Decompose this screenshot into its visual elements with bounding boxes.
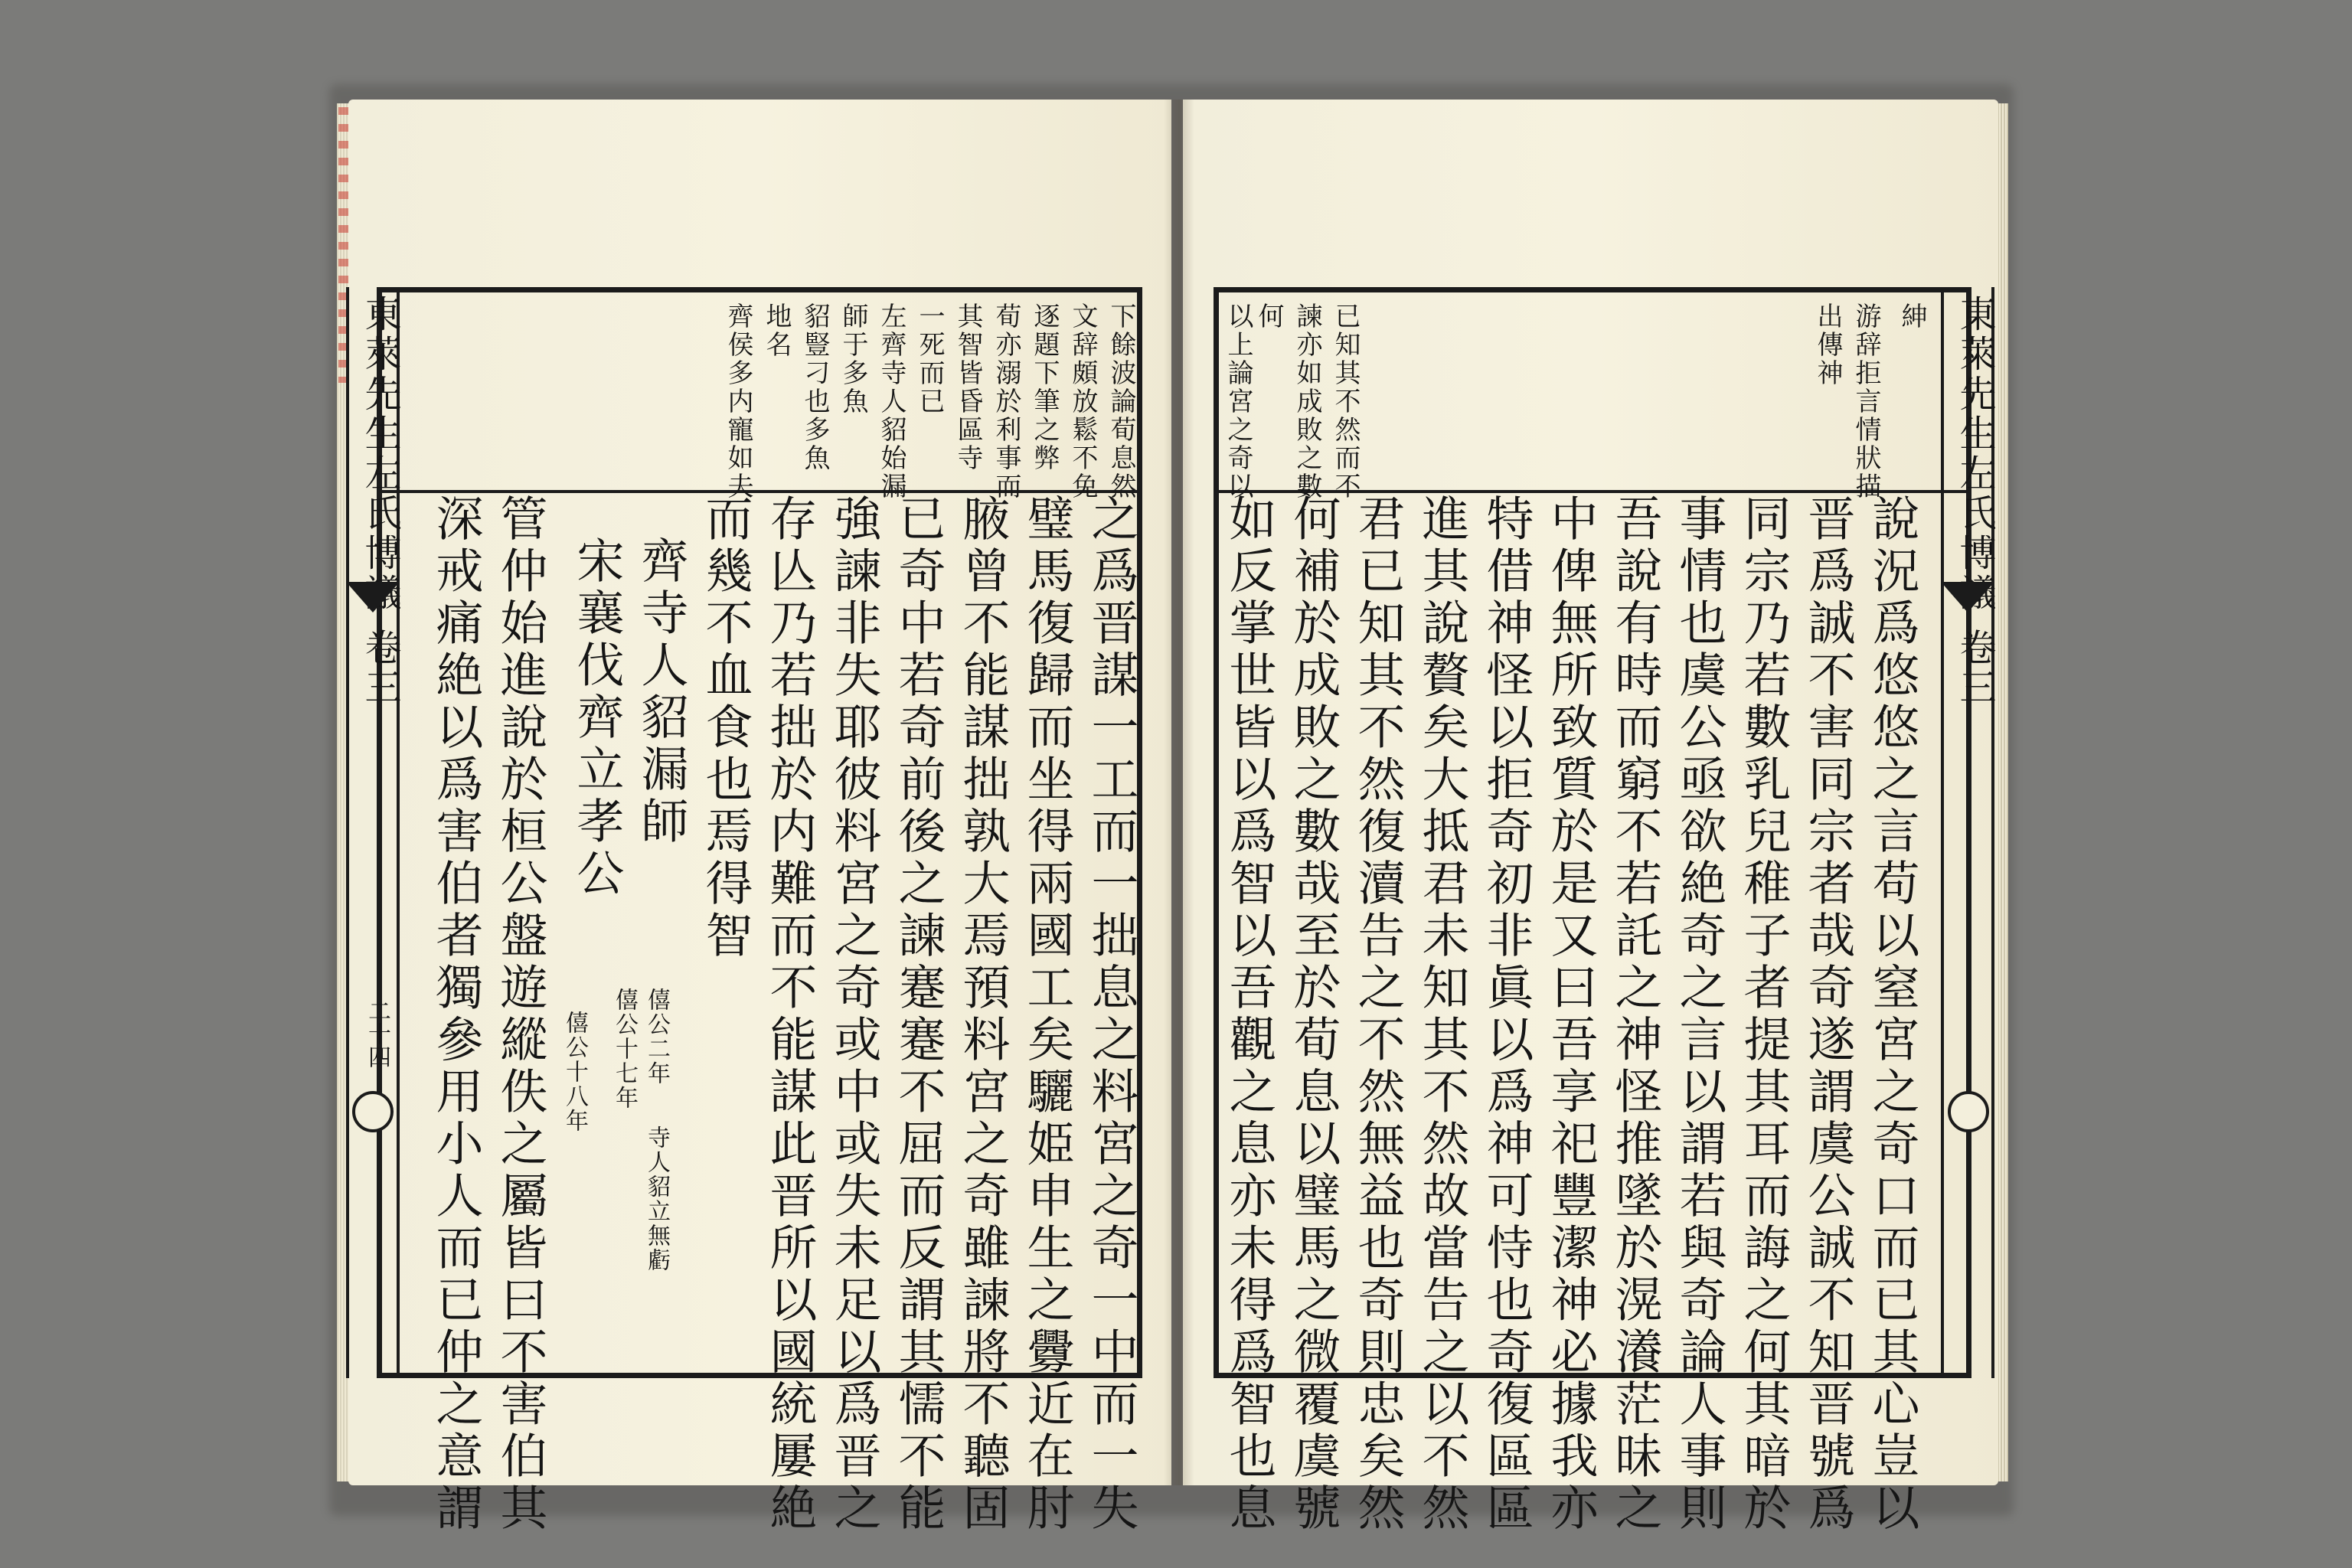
note-line: 荀亦溺於利事而 [991,302,1021,501]
note-line: 齊侯多内寵如夫 [723,302,753,501]
text-column: 何補於成敗之數哉至於荀息以璧馬之微覆虞號 [1285,494,1341,1535]
note-line: 何 [1253,302,1284,331]
text-column: 同宗乃若數乳兒稚子者提其耳而誨之何其暗於 [1736,494,1792,1535]
note-line: 出傳神 [1812,302,1843,387]
note-line: 貂豎刁也多魚 [799,302,830,472]
left-page-number: 二十四 [364,999,390,1068]
text-column: 進其說贅矣大抵君未知其不然故當告之以不然 [1414,494,1470,1535]
right-spine-title: 東萊先生左氏博議 卷三 [1953,295,1996,708]
note-line: 師于多魚 [838,302,868,416]
text-column: 存亾乃若拙於内難而不能謀此晋所以國統屢絶 [762,494,818,1535]
section-heading: 齊寺人貂漏師 [633,536,689,848]
text-column: 說況爲悠悠之言苟以窒宮之奇口而已其心豈以 [1864,494,1920,1535]
annotation: 僖公二年 [643,988,670,1086]
text-column: 之爲晋謀一工而一拙息之料宮之奇一中而一失 [1083,494,1139,1535]
right-ring-mark [1948,1091,1989,1132]
note-line: 下餘波論荀息然 [1106,302,1136,501]
left-spine-title: 東萊先生左氏博議 卷三 [358,295,401,708]
note-line: 諫亦如成敗之數 [1292,302,1322,501]
annotation: 僖公十八年 [561,1011,588,1133]
note-line: 逐題下筆之弊 [1029,302,1060,472]
note-line: 一死而已 [914,302,945,416]
text-column: 腋曾不能謀拙孰大焉預料宮之奇雖諫將不聽固 [955,494,1011,1535]
text-column: 吾說有時而窮不若託之神怪推墜於滉瀁茫昧之 [1607,494,1663,1535]
text-column: 璧馬復歸而坐得兩國工矣驪姫申生之釁近在肘 [1019,494,1075,1535]
text-column: 而幾不血食也焉得智 [697,494,753,962]
text-column: 深戒痛絶以爲害伯者獨參用小人而已仲之意謂 [428,494,484,1535]
section-heading: 宋襄伐齊立孝公 [569,536,625,900]
left-commentary-rule [377,490,1142,493]
text-column: 君已知其不然復瀆告之不然無益也奇則忠矣然 [1350,494,1406,1535]
right-fishtail-mark [1941,582,1994,612]
annotation: 寺人貂立無虧 [643,1125,670,1272]
text-column: 特借神怪以拒奇初非眞以爲神可恃也奇復區區 [1478,494,1534,1535]
text-column: 事情也虞公亟欲絶奇之言以謂若與奇論人事則 [1671,494,1727,1535]
left-fishtail-mark [346,582,400,612]
left-ring-mark [352,1091,394,1132]
text-column: 強諫非失耶彼料宮之奇或中或失未足以爲晋之 [826,494,882,1535]
note-line: 文辞頗放鬆不免 [1067,302,1098,501]
note-line: 左齊寺人貂始漏 [876,302,906,501]
text-column: 晋爲誠不害同宗者哉奇遂謂虞公誠不知晋號爲 [1800,494,1856,1535]
note-line: 其智皆昏區寺 [952,302,983,472]
annotation: 僖公十七年 [611,988,638,1110]
note-line: 地名 [761,302,792,359]
text-column: 如反掌世皆以爲智以吾觀之息亦未得爲智也息 [1221,494,1277,1535]
note-line: 以上論宮之奇以 [1223,302,1253,501]
gutter-shadow [1164,100,1194,1485]
note-line: 已知其不然而不 [1330,302,1361,501]
text-column: 管仲始進說於桓公盤遊縱佚之屬皆曰不害伯其 [492,494,548,1535]
text-column: 已奇中若奇前後之諫蹇蹇不屈而反謂其懦不能 [890,494,946,1535]
note-line: 游辞拒言情狀描 [1851,302,1881,501]
note-line: 紳 [1896,302,1927,331]
text-column: 中俾無所致質於是又曰吾享祀豐潔神必據我亦 [1543,494,1599,1535]
